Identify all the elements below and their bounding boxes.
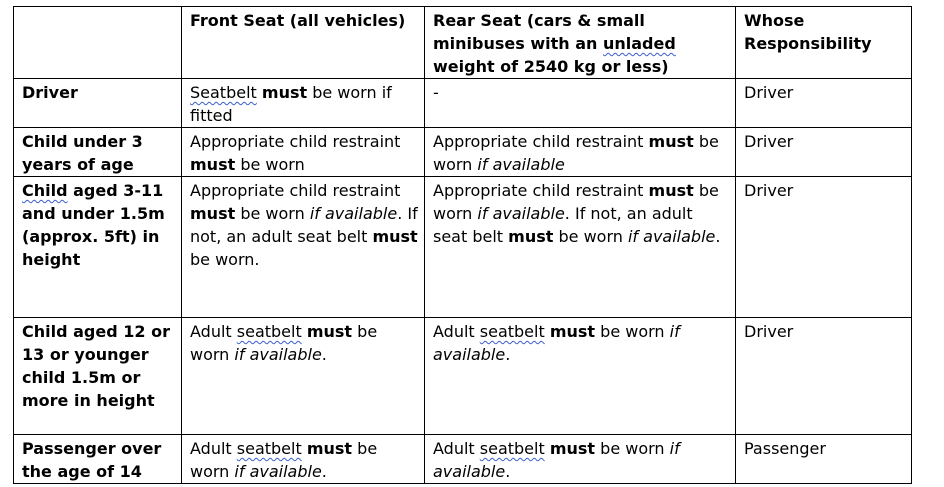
front-seat-cell: Adult seatbelt must be worn if available.: [182, 435, 425, 484]
responsibility-cell: Driver: [736, 177, 912, 318]
row-label: Passenger over the age of 14: [14, 435, 182, 484]
rear-seat-cell: Appropriate child restraint must be worn if available: [425, 128, 736, 177]
rear-seat-cell: -: [425, 79, 736, 128]
table-row: [14, 128, 912, 177]
front-seat-cell: Adult seatbelt must be worn if available.: [182, 318, 425, 435]
responsibility-cell: Driver: [736, 128, 912, 177]
rear-seat-cell: Adult seatbelt must be worn if available.: [425, 435, 736, 484]
header-blank: [14, 7, 182, 79]
row-label: Child under 3 years of age: [14, 128, 182, 177]
rear-seat-cell: Appropriate child restraint must be worn if available. If not, an adult seat belt must be worn if available.: [425, 177, 736, 318]
front-seat-cell: Appropriate child restraint must be worn: [182, 128, 425, 177]
responsibility-cell: Driver: [736, 79, 912, 128]
header-row: [14, 7, 912, 79]
table-row: [14, 79, 912, 128]
front-seat-cell: Appropriate child restraint must be worn if available. If not, an adult seat belt must be worn.: [182, 177, 425, 318]
responsibility-cell: Passenger: [736, 435, 912, 484]
header-rear-seat: Rear Seat (cars & small minibuses with an unladed weight of 2540 kg or less): [425, 7, 736, 79]
table-row: [14, 318, 912, 435]
table-row: [14, 435, 912, 484]
responsibility-cell: Driver: [736, 318, 912, 435]
header-whose-responsibility: Whose Responsibility: [736, 7, 912, 79]
row-label: Child aged 12 or 13 or younger child 1.5m or more in height: [14, 318, 182, 435]
rear-seat-cell: Adult seatbelt must be worn if available.: [425, 318, 736, 435]
front-seat-cell: Seatbelt must be worn if fitted: [182, 79, 425, 128]
header-front-seat: Front Seat (all vehicles): [182, 7, 425, 79]
row-label: Child aged 3-11 and under 1.5m (approx. 5ft) in height: [14, 177, 182, 318]
seatbelt-table: [13, 6, 912, 484]
row-label: Driver: [14, 79, 182, 128]
table-row: [14, 177, 912, 318]
